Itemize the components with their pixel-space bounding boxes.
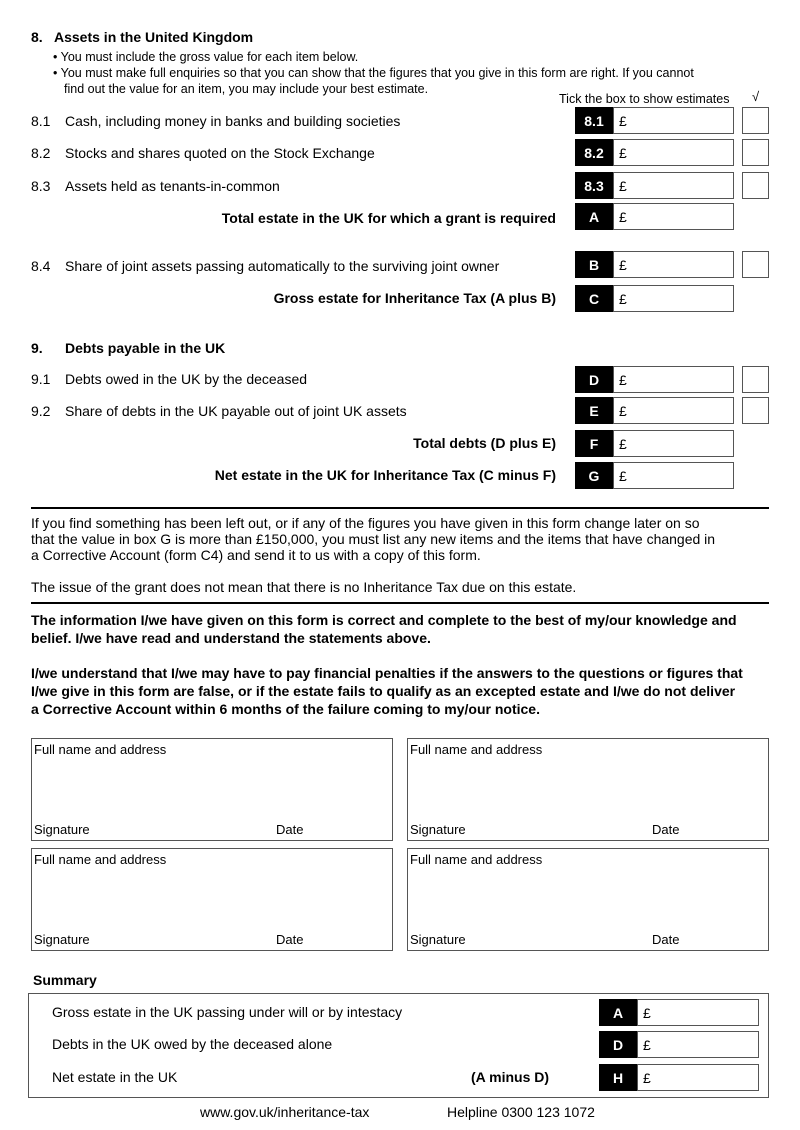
estimate-checkbox-e[interactable]	[742, 397, 769, 424]
item-8-4-label: Share of joint assets passing automatically to the surviving joint owner	[65, 258, 500, 274]
currency-symbol: £	[643, 1036, 651, 1053]
item-8-3-label: Assets held as tenants-in-common	[65, 178, 280, 194]
box-code-b: B	[575, 251, 613, 278]
item-9-2-label: Share of debts in the UK payable out of joint UK assets	[65, 403, 407, 419]
field-8-2[interactable]	[613, 139, 734, 166]
item-8-3-number: 8.3	[31, 178, 51, 194]
section-8-number: 8.	[31, 29, 43, 45]
item-8-2-label: Stocks and shares quoted on the Stock Exchange	[65, 145, 375, 161]
box-code-c: C	[575, 285, 613, 312]
estimate-checkbox-b[interactable]	[742, 251, 769, 278]
summary-heading: Summary	[33, 972, 97, 988]
summary-net-note: (A minus D)	[471, 1069, 550, 1085]
field-c[interactable]	[613, 285, 734, 312]
box-code-8-2: 8.2	[575, 139, 613, 166]
signature-box-4[interactable]	[407, 848, 769, 951]
bullet-2-cont: find out the value for an item, you may include your best estimate.	[64, 82, 429, 96]
summary-code-a: A	[599, 999, 637, 1026]
currency-symbol: £	[619, 112, 627, 129]
net-estate-label: Net estate in the UK for Inheritance Tax (C minus F)	[214, 467, 556, 483]
summary-code-h: H	[599, 1064, 637, 1091]
estimate-checkbox-8-1[interactable]	[742, 107, 769, 134]
gross-estate-label: Gross estate for Inheritance Tax (A plus B)	[273, 290, 556, 306]
signature-label: Signature	[34, 932, 90, 947]
input-b[interactable]	[631, 252, 800, 277]
currency-symbol: £	[619, 208, 627, 225]
declaration-2: I/we understand that I/we may have to pay financial penalties if the answers to the questions or figures that I/we give in this form are false, or if the estate fails to qualify as an excepted estate and I/we do not deliver a Corrective Account within 6 months of the failure coming to my/our notice.	[31, 665, 743, 717]
box-code-d: D	[575, 366, 613, 393]
field-8-1[interactable]	[613, 107, 734, 134]
name-address-label: Full name and address	[410, 742, 543, 757]
corrective-account-note: If you find something has been left out, or if any of the figures you have given in this form change later on so that the value in box G is more than £150,000, you must list any new items and the items that have changed in a Corrective Account (form C4) and send it to us with a copy of this form.	[31, 515, 716, 563]
summary-field-h[interactable]	[637, 1064, 759, 1091]
summary-input-d[interactable]	[655, 1032, 800, 1057]
currency-symbol: £	[619, 177, 627, 194]
estimate-checkbox-d[interactable]	[742, 366, 769, 393]
divider	[31, 507, 769, 509]
currency-symbol: £	[643, 1004, 651, 1021]
field-b[interactable]	[613, 251, 734, 278]
currency-symbol: £	[643, 1069, 651, 1086]
field-e[interactable]	[613, 397, 734, 424]
bullet-2: • You must make full enquiries so that you can show that the figures that you give in this form are right. If you cannot	[53, 66, 694, 80]
signature-label: Signature	[34, 822, 90, 837]
box-code-g: G	[575, 462, 613, 489]
summary-field-a[interactable]	[637, 999, 759, 1026]
item-8-4-number: 8.4	[31, 258, 51, 274]
divider	[31, 602, 769, 604]
signature-label: Signature	[410, 932, 466, 947]
field-f[interactable]	[613, 430, 734, 457]
summary-input-h[interactable]	[655, 1065, 800, 1090]
summary-code-d: D	[599, 1031, 637, 1058]
signature-box-3[interactable]	[31, 848, 393, 951]
item-9-1-label: Debts owed in the UK by the deceased	[65, 371, 308, 387]
item-9-1-number: 9.1	[31, 371, 51, 387]
field-a[interactable]	[613, 203, 734, 230]
declaration-1: The information I/we have given on this form is correct and complete to the best of my/our knowledge and belief. I/we have read and understand the statements above.	[31, 612, 737, 646]
signature-label: Signature	[410, 822, 466, 837]
estimate-checkbox-8-3[interactable]	[742, 172, 769, 199]
section-9-number: 9.	[31, 340, 43, 356]
summary-net-label: Net estate in the UK	[52, 1069, 178, 1085]
date-label: Date	[652, 932, 680, 947]
grant-note: The issue of the grant does not mean that there is no Inheritance Tax due on this estate.	[31, 579, 577, 595]
input-8-1[interactable]	[631, 108, 800, 133]
currency-symbol: £	[619, 256, 627, 273]
input-8-2[interactable]	[631, 140, 800, 165]
input-c[interactable]	[631, 286, 800, 311]
summary-field-d[interactable]	[637, 1031, 759, 1058]
summary-gross-label: Gross estate in the UK passing under will or by intestacy	[52, 1004, 403, 1020]
field-g[interactable]	[613, 462, 734, 489]
currency-symbol: £	[619, 144, 627, 161]
input-d[interactable]	[631, 367, 800, 392]
date-label: Date	[276, 822, 304, 837]
box-code-e: E	[575, 397, 613, 424]
footer-website: www.gov.uk/inheritance-tax	[200, 1104, 370, 1120]
name-address-label: Full name and address	[34, 742, 167, 757]
footer-helpline: Helpline 0300 123 1072	[447, 1104, 595, 1120]
item-9-2-number: 9.2	[31, 403, 51, 419]
total-uk-label: Total estate in the UK for which a grant is required	[221, 210, 556, 226]
tick-note: Tick the box to show estimates	[559, 92, 730, 106]
input-8-3[interactable]	[631, 173, 800, 198]
field-d[interactable]	[613, 366, 734, 393]
input-a[interactable]	[631, 204, 800, 229]
item-8-2-number: 8.2	[31, 145, 51, 161]
name-address-label: Full name and address	[410, 852, 543, 867]
section-8-heading: Assets in the United Kingdom	[54, 29, 254, 45]
item-8-1-number: 8.1	[31, 113, 51, 129]
date-label: Date	[276, 932, 304, 947]
input-f[interactable]	[631, 431, 800, 456]
name-address-label: Full name and address	[34, 852, 167, 867]
signature-box-2[interactable]	[407, 738, 769, 841]
currency-symbol: £	[619, 402, 627, 419]
date-label: Date	[652, 822, 680, 837]
currency-symbol: £	[619, 435, 627, 452]
box-code-8-1: 8.1	[575, 107, 613, 134]
signature-box-1[interactable]	[31, 738, 393, 841]
field-8-3[interactable]	[613, 172, 734, 199]
tick-mark-icon: √	[752, 89, 760, 104]
currency-symbol: £	[619, 467, 627, 484]
currency-symbol: £	[619, 290, 627, 307]
summary-debts-label: Debts in the UK owed by the deceased alone	[52, 1036, 333, 1052]
total-debts-label: Total debts (D plus E)	[413, 435, 556, 451]
box-code-f: F	[575, 430, 613, 457]
summary-box	[28, 993, 769, 1098]
box-code-a: A	[575, 203, 613, 230]
section-9-heading: Debts payable in the UK	[65, 340, 226, 356]
input-g[interactable]	[631, 463, 800, 488]
bullet-1: • You must include the gross value for each item below.	[53, 50, 359, 64]
box-code-8-3: 8.3	[575, 172, 613, 199]
item-8-1-label: Cash, including money in banks and building societies	[65, 113, 401, 129]
currency-symbol: £	[619, 371, 627, 388]
estimate-checkbox-8-2[interactable]	[742, 139, 769, 166]
input-e[interactable]	[631, 398, 800, 423]
summary-input-a[interactable]	[655, 1000, 800, 1025]
